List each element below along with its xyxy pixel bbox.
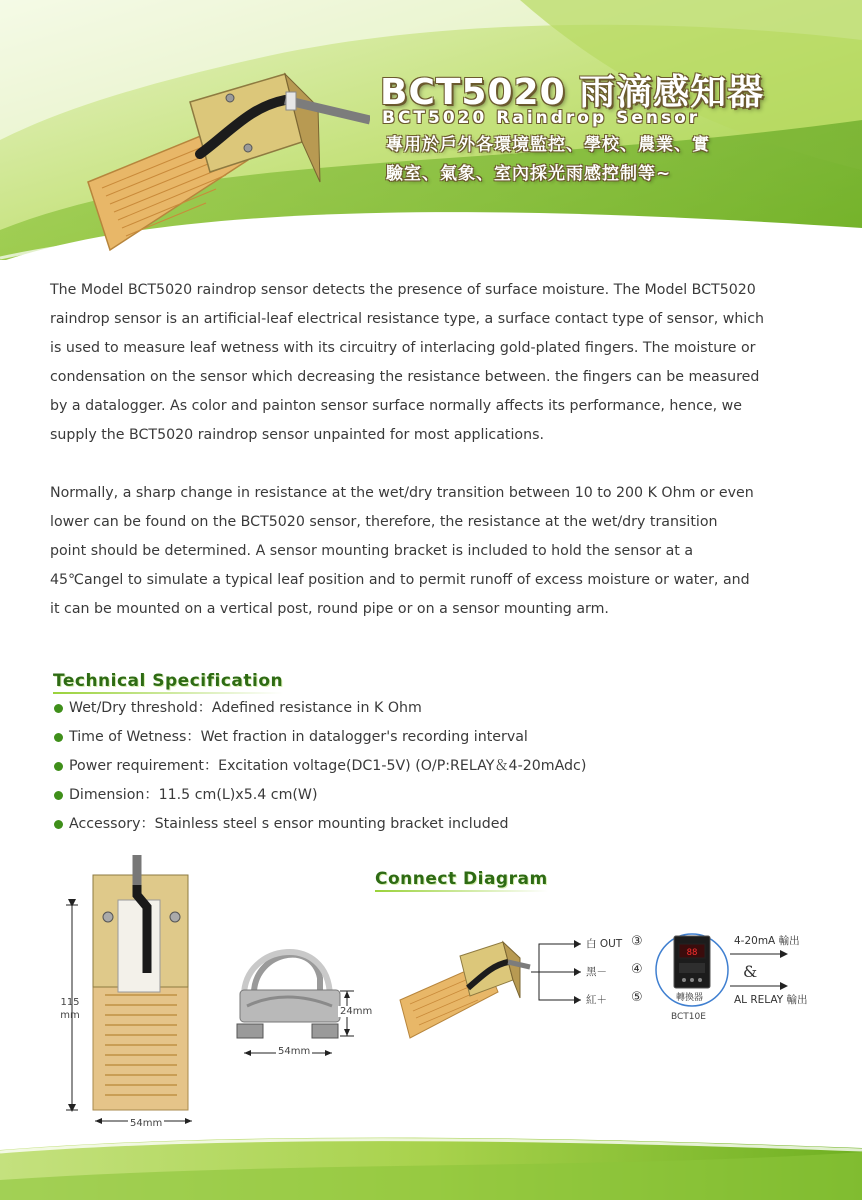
spec-text: Accessory：Stainless steel s ensor mounting bracket included — [69, 816, 509, 832]
svg-text:88: 88 — [686, 948, 698, 958]
paragraph-line: condensation on the sensor which decreasing the resistance between. the fingers can be measured — [50, 369, 760, 385]
application-description — [386, 131, 786, 189]
wire-name: 白 OUT — [586, 938, 623, 950]
sensor-width-label: 54mm — [130, 1118, 163, 1129]
paragraph-line: 45℃angel to simulate a typical leaf position and to permit runoff of excess moisture or water, and — [50, 572, 750, 588]
paragraph-line: raindrop sensor is an artificial-leaf electrical resistance type, a surface contact type of sensor, which — [50, 311, 765, 327]
terminal-5: ⑤ — [631, 990, 643, 1005]
sensor-height-value: 115 — [60, 997, 80, 1008]
tech-spec-heading: Technical Specification — [53, 671, 284, 691]
bullet-icon — [54, 762, 63, 771]
output-relay: AL RELAY 輸出 — [734, 994, 808, 1006]
spec-item — [52, 810, 586, 839]
terminal-4: ④ — [631, 962, 643, 977]
spec-item — [52, 723, 586, 752]
spec-text: Dimension：11.5 cm(L)x5.4 cm(W) — [69, 787, 318, 803]
spec-text: Power requirement：Excitation voltage(DC1-5V) (O/P:RELAY＆4-20mAdc) — [69, 758, 587, 774]
page-subtitle: BCT5020 Raindrop Sensor — [382, 108, 701, 128]
spec-text: Wet/Dry threshold：Adefined resistance in K Ohm — [69, 700, 422, 716]
spec-item — [52, 752, 586, 781]
output-4-20ma: 4-20mA 輸出 — [734, 935, 800, 947]
bullet-icon — [54, 704, 63, 713]
output-and: & — [743, 962, 758, 981]
header-sensor-image — [80, 62, 370, 262]
wire-label-black: 黑－ — [586, 966, 607, 978]
paragraph-line: point should be determined. A sensor mounting bracket is included to hold the sensor at a — [50, 543, 694, 559]
spec-item — [52, 694, 586, 723]
paragraph-line: The Model BCT5020 raindrop sensor detects the presence of surface moisture. The Model BCT5020 — [50, 282, 756, 298]
application-line-1: 專用於戶外各環境監控、學校、農業、實 — [386, 135, 710, 155]
bullet-icon — [54, 733, 63, 742]
sensor-height-label — [58, 996, 82, 1022]
paragraph-line: it can be mounted on a vertical post, round pipe or on a sensor mounting arm. — [50, 601, 609, 617]
spec-text: Time of Wetness：Wet fraction in datalogger's recording interval — [69, 729, 528, 745]
tech-spec-list — [52, 694, 586, 839]
paragraph-line: lower can be found on the BCT5020 sensor, therefore, the resistance at the wet/dry transition — [50, 514, 718, 530]
paragraph-line: is used to measure leaf wetness with its circuitry of interlacing gold-plated fingers. The moisture or — [50, 340, 756, 356]
wire-label-white — [586, 936, 622, 951]
converter-label: 轉換器 — [676, 993, 704, 1003]
wire-label-red: 紅＋ — [586, 994, 607, 1006]
clamp-width-label: 54mm — [278, 1046, 311, 1057]
page-title: BCT5020 雨滴感知器 — [380, 72, 765, 113]
paragraph-line: by a datalogger. As color and painton sensor surface normally affects its performance, hence, we — [50, 398, 742, 414]
terminal-3: ③ — [631, 934, 643, 949]
footer-band — [0, 1130, 862, 1200]
clamp-height-label: 24mm — [340, 1006, 373, 1017]
connect-diagram-heading: Connect Diagram — [375, 869, 548, 889]
description-paragraph-2 — [50, 479, 825, 624]
bullet-icon — [54, 820, 63, 829]
sensor-dimension-drawing — [55, 855, 205, 1135]
paragraph-line: Normally, a sharp change in resistance at the wet/dry transition between 10 to 200 K Ohm or even — [50, 485, 754, 501]
spec-item — [52, 781, 586, 810]
paragraph-line: supply the BCT5020 raindrop sensor unpainted for most applications. — [50, 427, 544, 443]
sensor-height-unit: mm — [60, 1010, 80, 1021]
application-line-2: 驗室、氣象、室內採光雨感控制等~ — [386, 164, 672, 184]
description-paragraph-1 — [50, 276, 825, 450]
converter-model: BCT10E — [671, 1012, 706, 1022]
bullet-icon — [54, 791, 63, 800]
